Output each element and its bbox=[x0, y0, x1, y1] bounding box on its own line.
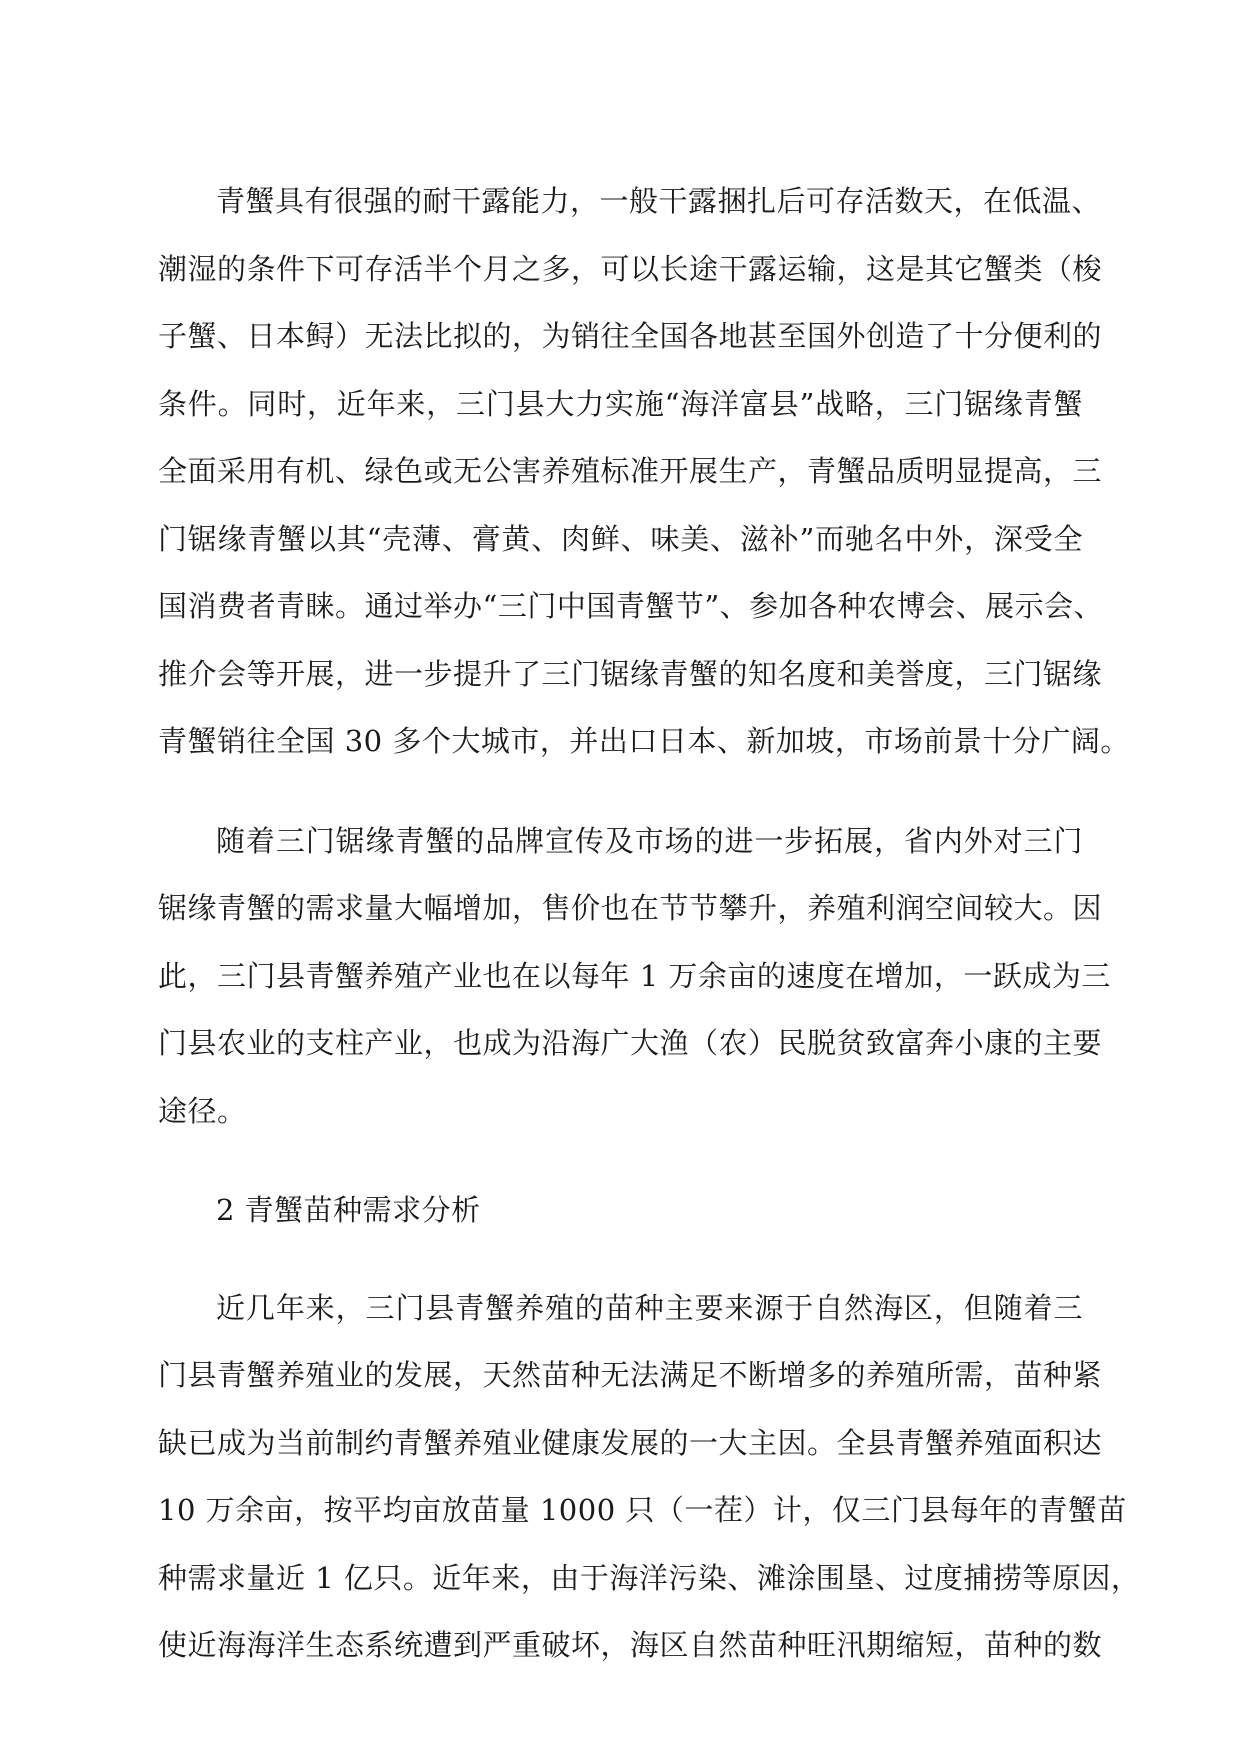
paragraph-2-line: 途径。 bbox=[158, 1093, 247, 1128]
paragraph-2-line: 门县农业的支柱产业，也成为沿海广大渔（农）民脱贫致富奔小康的主要 bbox=[158, 1026, 1103, 1060]
paragraph-1-line: 潮湿的条件下可存活半个月之多，可以长途干露运输，这是其它蟹类（梭 bbox=[158, 251, 1103, 286]
paragraph-3-line: 缺已成为当前制约青蟹养殖业健康发展的一大主因。全县青蟹养殖面积达 bbox=[158, 1425, 1103, 1460]
paragraph-1-line: 青蟹销往全国 30 多个大城市，并出口日本、新加坡，市场前景十分广阔。 bbox=[158, 724, 1130, 758]
paragraph-1-line: 条件。同时，近年来，三门县大力实施“海洋富县”战略，三门锯缘青蟹 bbox=[158, 386, 1083, 421]
paragraph-2-line: 随着三门锯缘青蟹的品牌宣传及市场的进一步拓展，省内外对三门 bbox=[216, 823, 1083, 858]
paragraph-1 bbox=[158, 168, 1130, 776]
paragraph-2-line: 锯缘青蟹的需求量大幅增加，售价也在节节攀升，养殖利润空间较大。因 bbox=[158, 891, 1103, 925]
paragraph-2-line: 此，三门县青蟹养殖产业也在以每年 1 万余亩的速度在增加，一跃成为三 bbox=[158, 958, 1111, 993]
paragraph-2 bbox=[158, 808, 1111, 1146]
paragraph-3-line: 10 万余亩，按平均亩放苗量 1000 只（一茬）计，仅三门县每年的青蟹苗 bbox=[158, 1493, 1127, 1527]
section-heading: 2 青蟹苗种需求分析 bbox=[216, 1193, 481, 1227]
paragraph-3-line: 门县青蟹养殖业的发展，天然苗种无法满足不断增多的养殖所需，苗种紧 bbox=[158, 1358, 1103, 1392]
paragraph-3 bbox=[158, 1275, 1141, 1680]
paragraph-1-line: 国消费者青睐。通过举办“三门中国青蟹节”、参加各种农博会、展示会、 bbox=[158, 589, 1104, 623]
paragraph-3-line: 种需求量近 1 亿只。近年来，由于海洋污染、滩涂围垦、过度捕捞等原因， bbox=[158, 1560, 1141, 1595]
paragraph-3-line: 使近海海洋生态系统遭到严重破坏，海区自然苗种旺汛期缩短，苗种的数 bbox=[158, 1628, 1103, 1662]
paragraph-1-line: 推介会等开展，进一步提升了三门锯缘青蟹的知名度和美誉度，三门锯缘 bbox=[158, 656, 1103, 691]
paragraph-1-line: 全面采用有机、绿色或无公害养殖标准开展生产，青蟹品质明显提高，三 bbox=[158, 454, 1103, 488]
paragraph-1-line: 青蟹具有很强的耐干露能力，一般干露捆扎后可存活数天，在低温、 bbox=[216, 184, 1102, 218]
paragraph-3-line: 近几年来，三门县青蟹养殖的苗种主要来源于自然海区，但随着三 bbox=[216, 1290, 1083, 1325]
paragraph-1-line: 门锯缘青蟹以其“壳薄、膏黄、肉鲜、味美、滋补”而驰名中外，深受全 bbox=[158, 521, 1083, 556]
document-body bbox=[158, 168, 1141, 1680]
paragraph-1-line: 子蟹、日本鲟）无法比拟的，为销往全国各地甚至国外创造了十分便利的 bbox=[158, 319, 1103, 353]
